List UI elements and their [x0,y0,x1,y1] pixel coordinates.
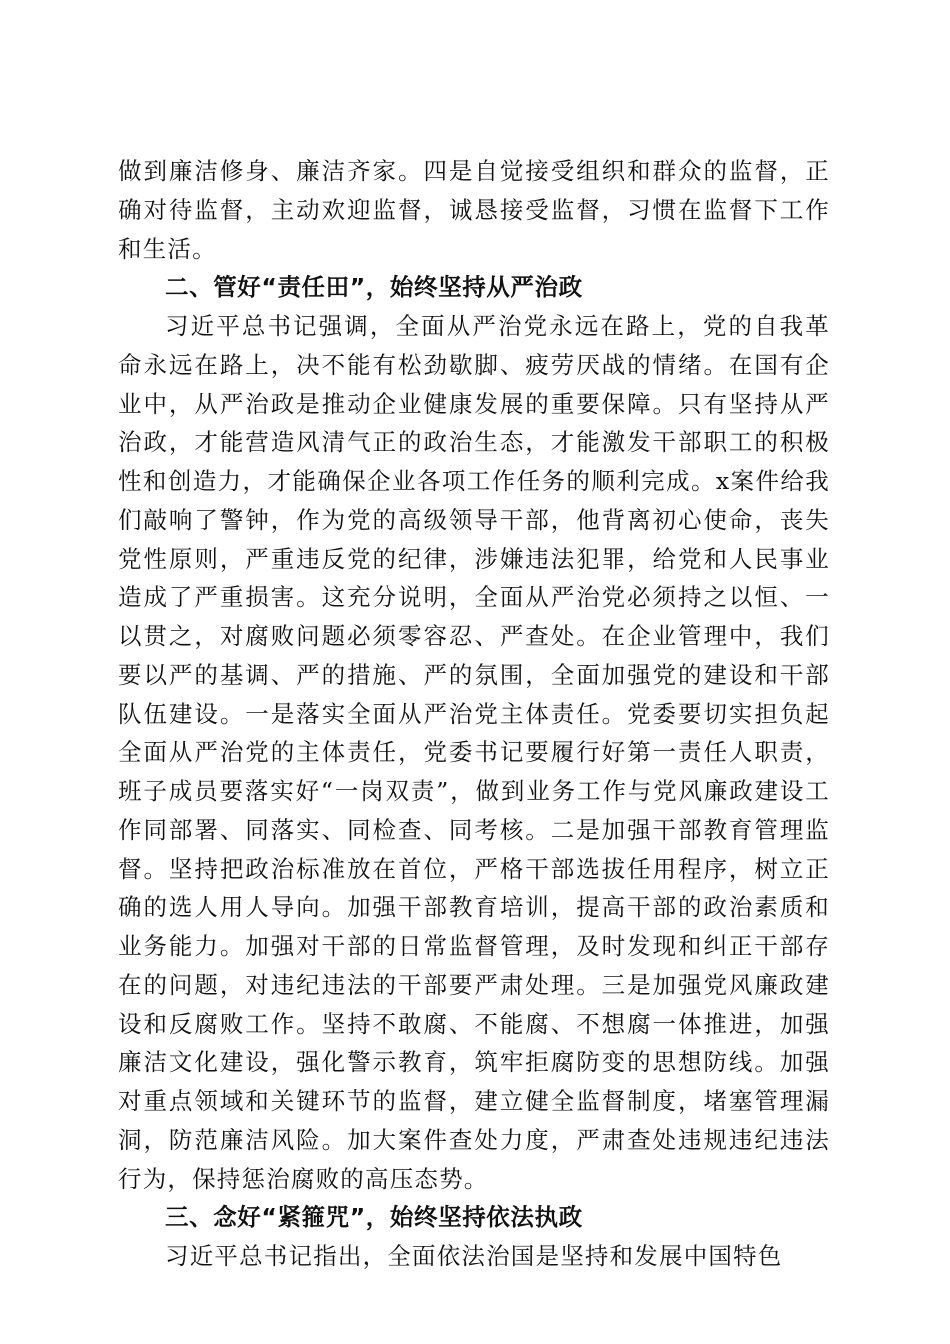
section-heading-3: 三、念好“紧箍咒”，始终坚持依法执政 [165,1203,583,1232]
document-body [118,152,830,1276]
section-2-paragraph: 习近平总书记强调，全面从严治党永远在路上，党的自我革命永远在路上，决不能有松劲歇脚、疲劳厌战的情绪。在国有企业中，从严治政是推动企业健康发展的重要保障。只有坚持从严治政，才能营造风清气正的政治生态，才能激发干部职工的积极性和创造力，才能确保企业各项工作任务的顺利完成。x案件给我们敲响了警钟，作为党的高级领导干部，他背离初心使命，丧失党性原则，严重违反党的纪律，涉嫌违法犯罪，给党和人民事业造成了严重损害。这充分说明，全面从严治党必须持之以恒、一以贯之，对腐败问题必须零容忍、严查处。在企业管理中，我们要以严的基调、严的措施、严的氛围，全面加强党的建设和干部队伍建设。一是落实全面从严治党主体责任。党委要切实担负起全面从严治党的主体责任，党委书记要履行好第一责任人职责，班子成员要落实好“一岗双责”，做到业务工作与党风廉政建设工作同部署、同落实、同检查、同考核。二是加强干部教育管理监督。坚持把政治标准放在首位，严格干部选拔任用程序，树立正确的选人用人导向。加强干部教育培训，提高干部的政治素质和业务能力。加强对干部的日常监督管理，及时发现和纠正干部存在的问题，对违纪违法的干部要严肃处理。三是加强党风廉政建设和反腐败工作。坚持不敢腐、不能腐、不想腐一体推进，加强廉洁文化建设，强化警示教育，筑牢拒腐防变的思想防线。加强对重点领域和关键环节的监督，建立健全监督制度，堵塞管理漏洞，防范廉洁风险。加大案件查处力度，严肃查处违规违纪违法行为，保持惩治腐败的高压态势。 [118,312,830,1193]
continuation-paragraph: 做到廉洁修身、廉洁齐家。四是自觉接受组织和群众的监督，正确对待监督，主动欢迎监督，诚恳接受监督，习惯在监督下工作和生活。 [118,157,830,263]
section-heading-2: 二、管好“责任田”，始终坚持从严治政 [165,273,583,302]
section-3-paragraph: 习近平总书记指出，全面依法治国是坚持和发展中国特色 [165,1242,783,1270]
